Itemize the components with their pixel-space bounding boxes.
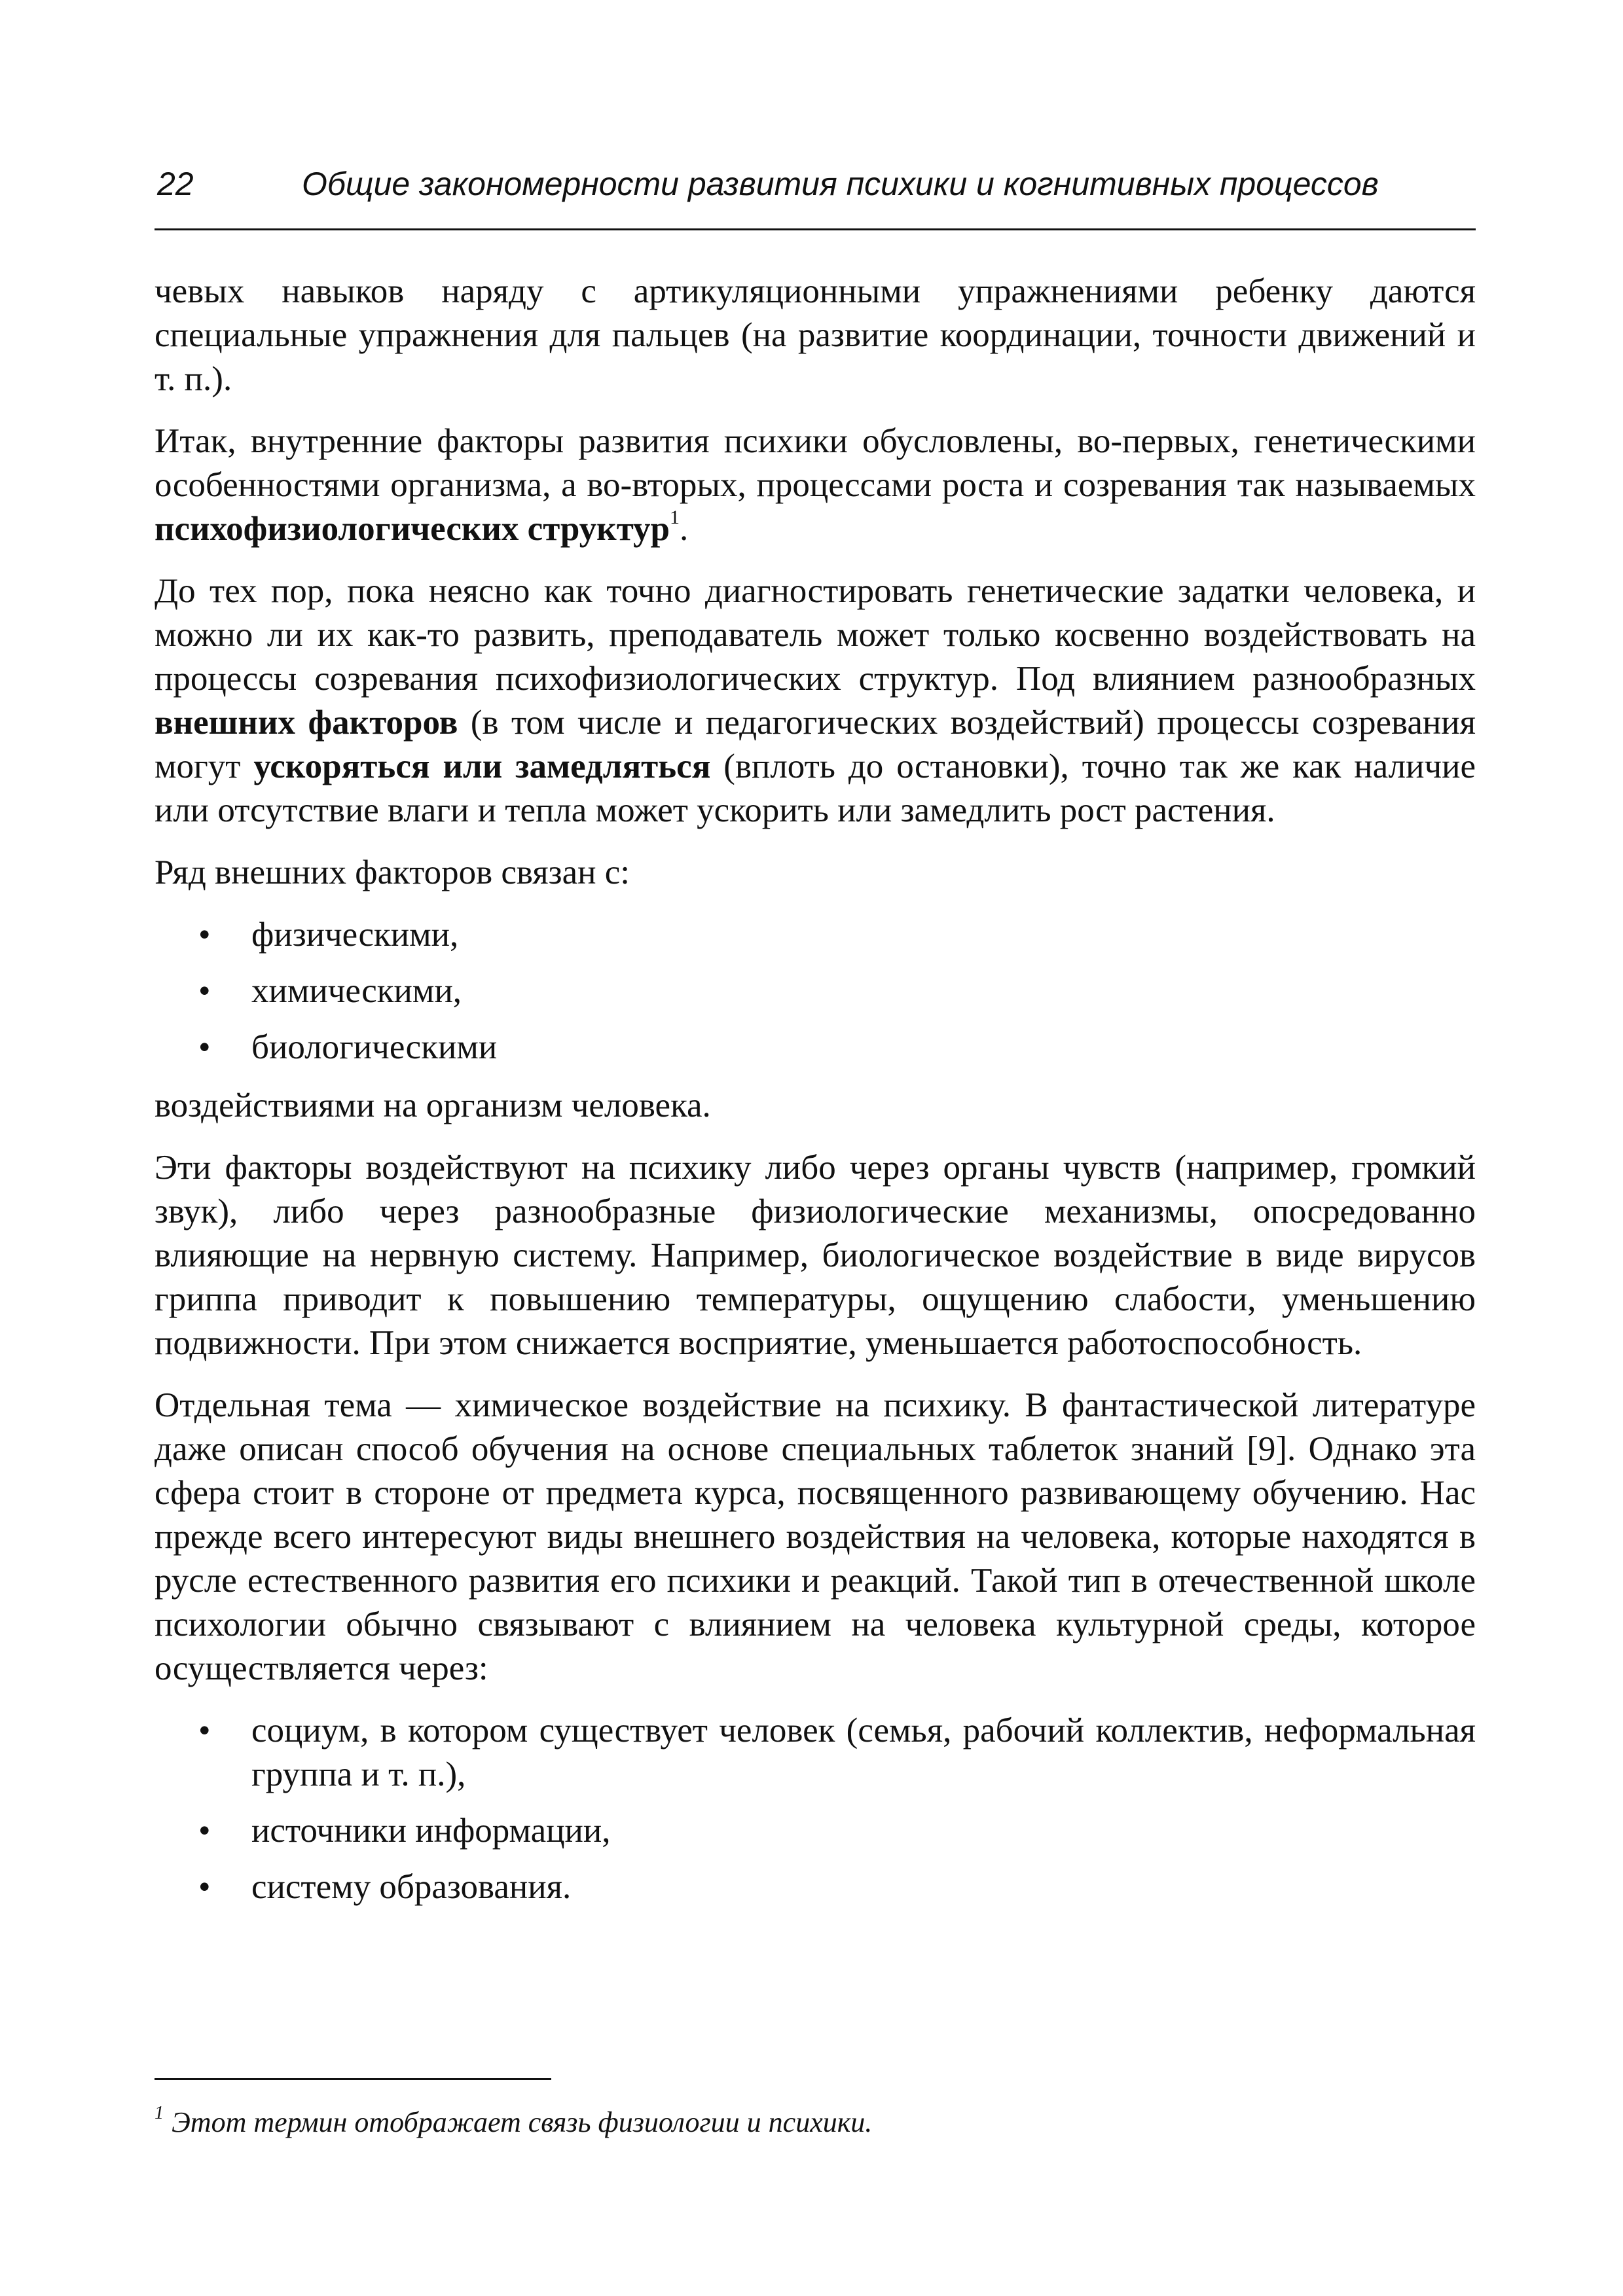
- list-item-text: биологическими: [251, 1028, 498, 1066]
- header-rule: [155, 228, 1476, 230]
- paragraph-3: [155, 569, 1476, 833]
- bullet-icon: •: [198, 972, 211, 1010]
- list-item: [155, 1026, 1476, 1069]
- list-item-text: физическими,: [251, 916, 459, 954]
- paragraph-5: воздействиями на организм человека.: [155, 1086, 711, 1124]
- footnote-text: Этот термин отображает связь физиологии и психики.: [172, 2106, 873, 2138]
- list-item: [155, 1809, 1476, 1853]
- page-number: 22: [157, 166, 194, 202]
- paragraph-3-text-2: (в том числе и педагогических воздействий) процессы созревания могут: [155, 704, 1476, 785]
- footnote: [155, 2103, 1476, 2142]
- footnote-separator: [155, 2078, 551, 2080]
- footnote-mark: 1: [155, 2103, 164, 2124]
- list-item: [155, 969, 1476, 1013]
- list-item: [155, 1709, 1476, 1797]
- paragraph-7: Отдельная тема — химическое воздействие на психику. В фантастической литературе даже описан способ обучения на основе специальных таблеток знаний [9]. Однако эта сфера стоит в стороне от предмета курса, посвященного развивающему обучению. Нас прежде всего интересуют виды внешнего воздействия на человека, которые находятся в русле естественного развития его психики и реакций. Такой тип в отечественной школе психологии обычно связывают с влиянием на человека культурной среды, которое осуществляется через:: [155, 1386, 1476, 1687]
- running-title: Общие закономерности развития психики и когнитивных процессов: [302, 166, 1379, 202]
- paragraph-6: Эти факторы воздействуют на психику либо через органы чувств (например, громкий звук), либо через разнообразные физиологические механизмы, опосредованно влияющие на нервную систему. Например, биологическое воздействие в виде вирусов гриппа приводит к повышению температуры, ощущению слабости, уменьшению подвижности. При этом снижается восприятие, уменьшается работоспособность.: [155, 1149, 1476, 1362]
- paragraph-2-text-before: Итак, внутренние факторы развития психики обусловлены, во-первых, генетическими особенностями организма, а во-вторых, процессами роста и созревания так называемых: [155, 422, 1476, 504]
- list-item: [155, 913, 1476, 957]
- term-accelerate-or-slow: ускоряться или замедляться: [253, 747, 711, 785]
- culture-channel-list: [155, 1709, 1476, 1909]
- list-item-text: систему образования.: [251, 1868, 572, 1906]
- list-item-text: социум, в котором существует человек (семья, рабочий коллектив, неформальная группа и т. п.),: [251, 1712, 1476, 1793]
- footnote-reference[interactable]: 1: [670, 507, 680, 529]
- list-item: [155, 1865, 1476, 1909]
- factor-list: [155, 913, 1476, 1069]
- paragraph-3-text-3: (вплоть до остановки), точно так же как наличие или отсутствие влаги и тепла может ускорить или замедлить рост растения.: [155, 747, 1476, 829]
- term-psychophysiological-structures: психофизиологических структур: [155, 510, 670, 548]
- document-page: [155, 0, 1476, 2296]
- list-item-text: химическими,: [251, 972, 462, 1010]
- term-external-factors: внешних факторов: [155, 704, 458, 742]
- running-header: [155, 154, 1476, 213]
- bullet-icon: •: [198, 916, 211, 954]
- paragraph-2: [155, 420, 1476, 551]
- body-text: [155, 270, 1476, 1924]
- list-item-text: источники информации,: [251, 1812, 611, 1850]
- paragraph-3-text-1: До тех пор, пока неясно как точно диагностировать генетические задатки человека, и можно ли их как-то развить, преподаватель может только косвенно воздействовать на процессы созревания психофизиологических структур. Под влиянием разнообразных: [155, 572, 1476, 698]
- bullet-icon: •: [198, 1712, 211, 1749]
- bullet-icon: •: [198, 1812, 211, 1850]
- paragraph-1: чевых навыков наряду с артикуляционными упражнениями ребенку даются специальные упражнения для пальцев (на развитие координации, точности движений и т. п.).: [155, 272, 1476, 398]
- bullet-icon: •: [198, 1868, 211, 1906]
- paragraph-4: Ряд внешних факторов связан с:: [155, 853, 630, 891]
- bullet-icon: •: [198, 1028, 211, 1066]
- paragraph-2-text-after: .: [680, 510, 689, 548]
